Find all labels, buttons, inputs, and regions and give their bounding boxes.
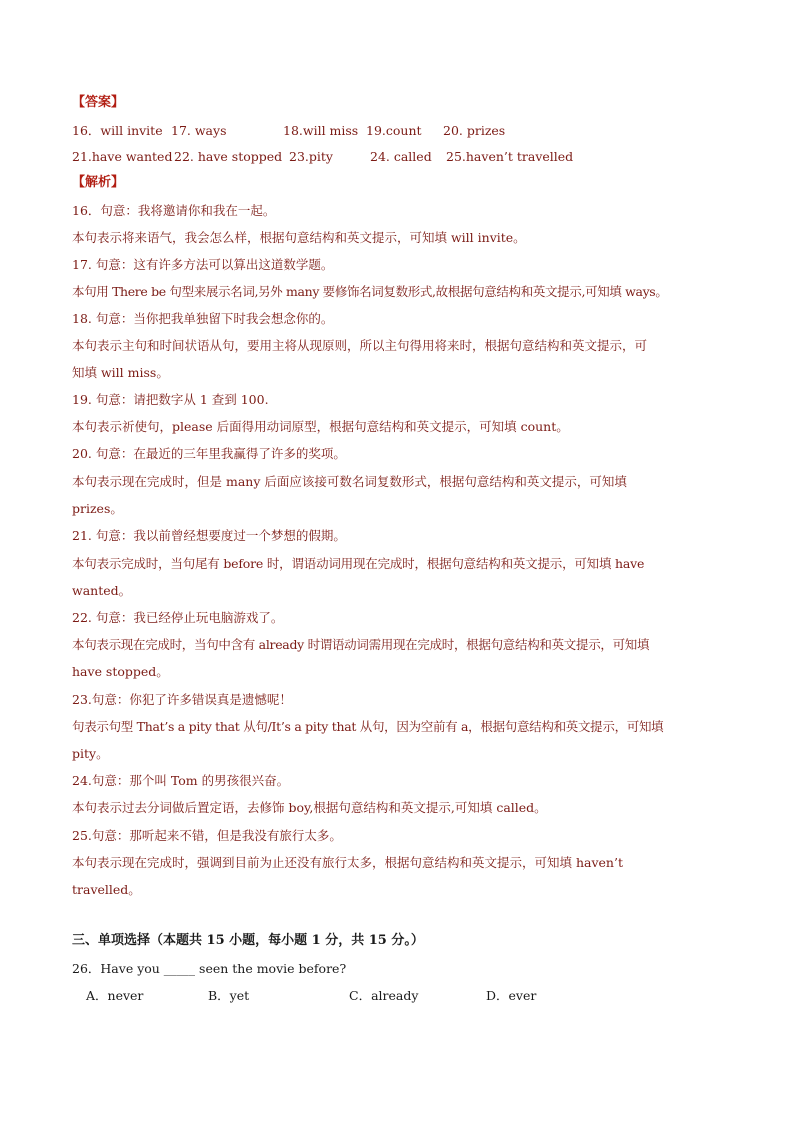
analysis-line: 本句表示现在完成时，强调到目前为止还没有旅行太多，根据句意结构和英文提示，可知填 haven’t: [72, 855, 623, 870]
answer-18: 18.will miss: [283, 123, 359, 138]
answer-16: 16．will invite: [72, 123, 163, 138]
answers-row-1: [72, 123, 672, 139]
answer-17: 17. ways: [171, 123, 227, 138]
option-d: D．ever: [486, 988, 537, 1003]
answers-row-2: [72, 149, 672, 165]
analysis-line: 本句表示完成时，当句尾有 before 时，谓语动词用现在完成时，根据句意结构和英文提示，可知填 have: [72, 556, 645, 571]
analysis-line: have stopped。: [72, 664, 169, 679]
option-a: A．never: [86, 988, 144, 1003]
analysis-line: 20. 句意：在最近的三年里我赢得了许多的奖项。: [72, 446, 346, 461]
analysis-line: 25.句意：那听起来不错，但是我没有旅行太多。: [72, 828, 342, 843]
answer-23: 23.pity: [289, 149, 333, 164]
analysis-line: wanted。: [72, 583, 132, 598]
answer-24: 24. called: [370, 149, 432, 164]
analysis-line: 17. 句意：这有许多方法可以算出这道数学题。: [72, 257, 334, 272]
answer-20: 20. prizes: [443, 123, 506, 138]
question-26: 26．Have you _____ seen the movie before?: [72, 961, 347, 976]
analysis-line: 23.句意：你犯了许多错误真是遗憾呢！: [72, 692, 292, 707]
analysis-line: 本句表示现在完成时，但是 many 后面应该接可数名词复数形式，根据句意结构和英文提示，可知填: [72, 474, 627, 489]
analysis-line: 知填 will miss。: [72, 365, 169, 380]
analysis-line: 16．句意：我将邀请你和我在一起。: [72, 203, 276, 218]
analysis-line: 21. 句意：我以前曾经想要度过一个梦想的假期。: [72, 528, 346, 543]
analysis-line: prizes。: [72, 501, 123, 516]
option-c: C．already: [349, 988, 419, 1003]
analysis-line: 本句表示现在完成时，当句中含有 already 时谓语动词需用现在完成时，根据句意结构和英文提示，可知填: [72, 637, 650, 652]
answer-22: 22. have stopped: [174, 149, 283, 164]
option-b: B．yet: [208, 988, 250, 1003]
analysis-line: 22. 句意：我已经停止玩电脑游戏了。: [72, 610, 284, 625]
analysis-line: pity。: [72, 746, 109, 761]
analysis-line: 本句表示祈使句，please 后面得用动词原型，根据句意结构和英文提示，可知填 count。: [72, 419, 569, 434]
analysis-line: travelled。: [72, 882, 141, 897]
answer-header: 【答案】: [72, 95, 125, 110]
analysis-line: 18. 句意：当你把我单独留下时我会想念你的。: [72, 311, 334, 326]
analysis-line: 句表示句型 That’s a pity that 从句/It’s a pity that 从句，因为空前有 a，根据句意结构和英文提示，可知填: [72, 719, 664, 734]
analysis-line: 24.句意：那个叫 Tom 的男孩很兴奋。: [72, 773, 290, 788]
analysis-line: 19. 句意：请把数字从 1 查到 100.: [72, 392, 269, 407]
answer-21: 21.have wanted: [72, 149, 173, 164]
answer-25: 25.haven’t travelled: [446, 149, 574, 164]
analysis-line: 本句用 There be 句型来展示名词,另外 many 要修饰名词复数形式,故根据句意结构和英文提示,可知填 ways。: [72, 284, 668, 299]
options-row: [86, 988, 586, 1004]
analysis-line: 本句表示主句和时间状语从句，要用主将从现原则，所以主句得用将来时，根据句意结构和英文提示，可: [72, 338, 648, 353]
answer-19: 19.count: [366, 123, 422, 138]
analysis-line: 本句表示过去分词做后置定语，去修饰 boy,根据句意结构和英文提示,可知填 called。: [72, 800, 547, 815]
analysis-line: 本句表示将来语气，我会怎么样，根据句意结构和英文提示，可知填 will invite。: [72, 230, 526, 245]
analysis-header: 【解析】: [72, 175, 125, 190]
section-title: 三、单项选择（本题共 15 小题，每小题 1 分，共 15 分。）: [72, 933, 424, 948]
